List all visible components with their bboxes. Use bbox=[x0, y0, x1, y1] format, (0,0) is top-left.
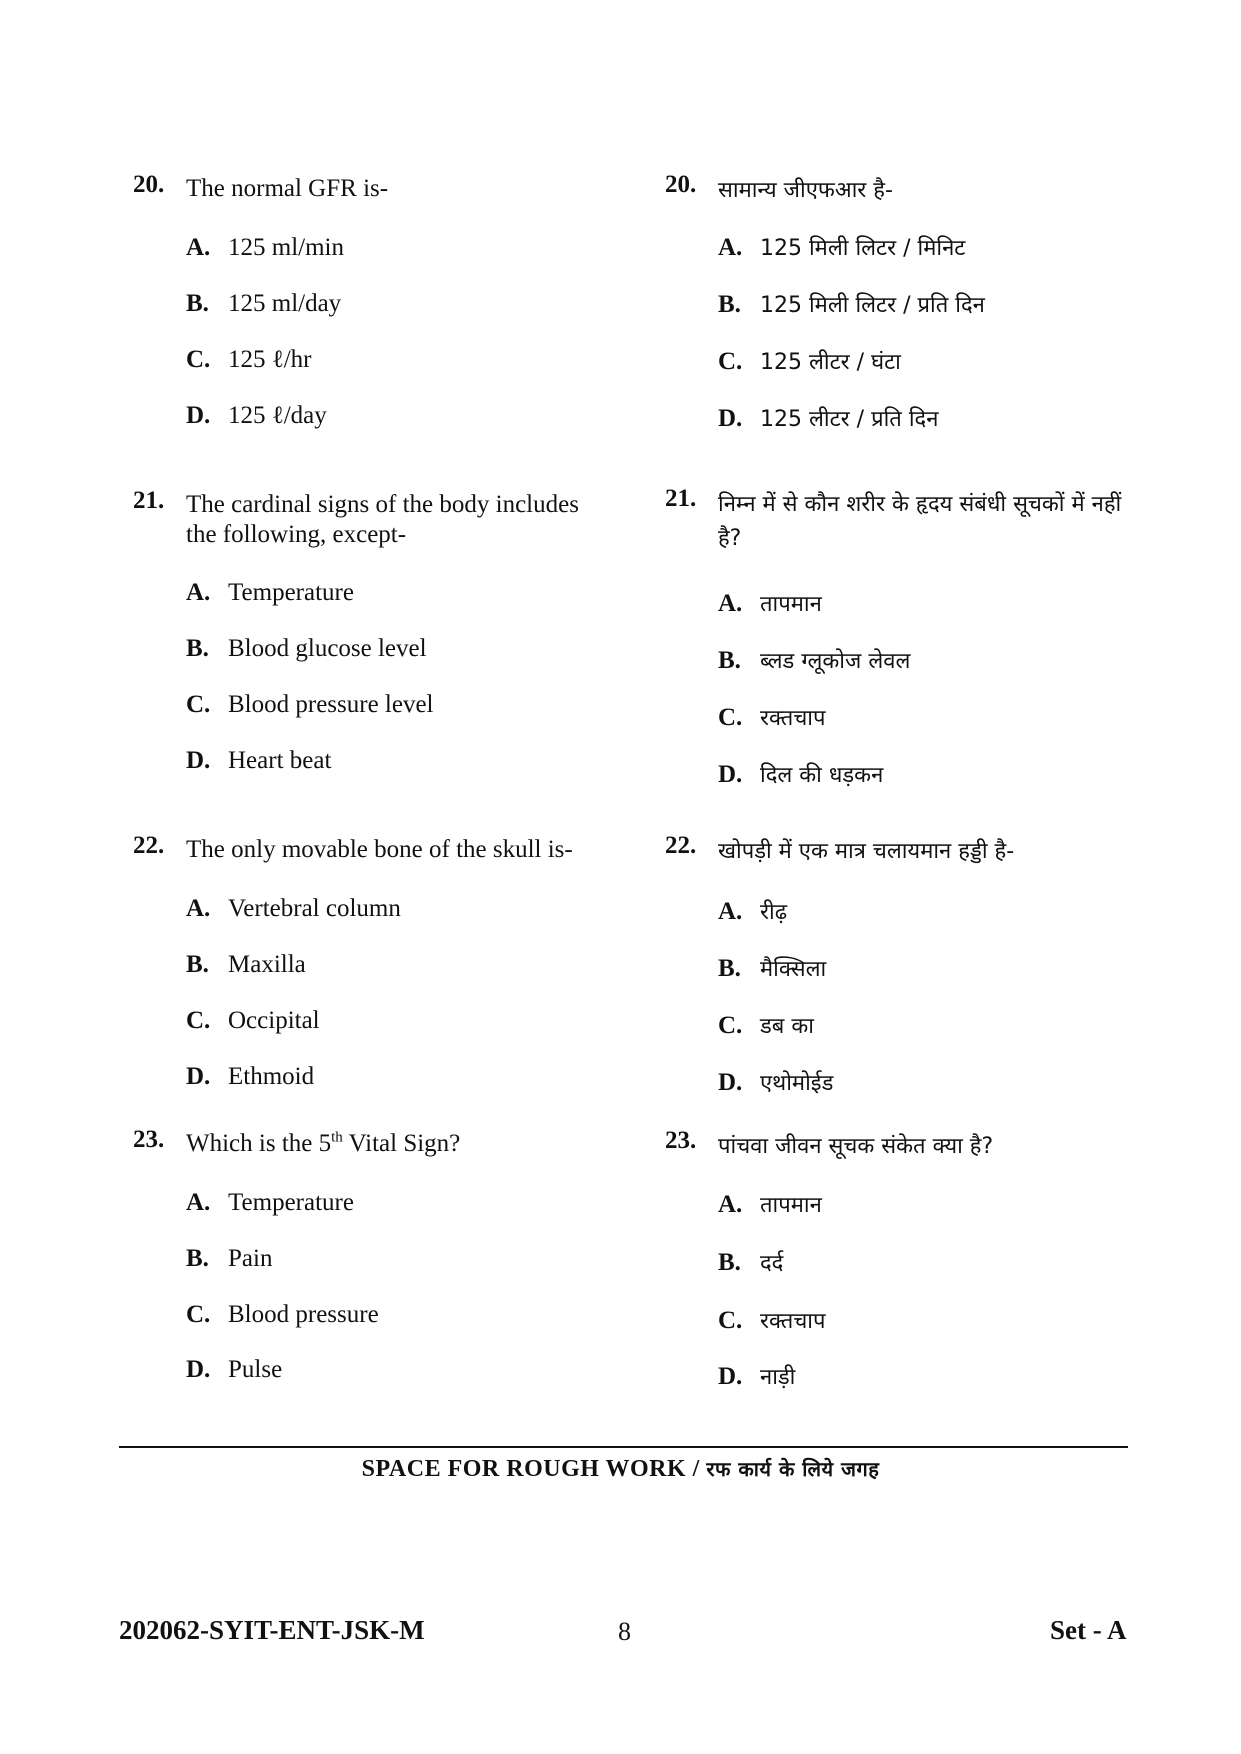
question-text: The only movable bone of the skull is- bbox=[186, 836, 573, 863]
option-label: D. bbox=[186, 1356, 211, 1383]
option-text: Pain bbox=[228, 1245, 273, 1272]
option-22c-hi bbox=[718, 1011, 814, 1042]
question-number: 22. bbox=[133, 832, 165, 859]
option-label: A. bbox=[186, 1189, 211, 1216]
option-20c-hi bbox=[718, 347, 901, 378]
option-22d-en bbox=[186, 1062, 314, 1092]
question-text-part: Vital Sign? bbox=[342, 1130, 461, 1157]
question-23-en bbox=[133, 1126, 603, 1159]
option-text: मैक्सिला bbox=[760, 957, 827, 982]
option-text: 125 मिली लिटर / मिनिट bbox=[760, 236, 966, 261]
option-text: 125 लीटर / प्रति दिन bbox=[760, 407, 939, 432]
question-text bbox=[186, 1129, 603, 1159]
option-text: नाड़ी bbox=[760, 1365, 796, 1390]
option-20a-en bbox=[186, 233, 344, 263]
option-text: Blood pressure level bbox=[228, 691, 434, 718]
option-23b-hi bbox=[718, 1248, 783, 1279]
question-text: The cardinal signs of the body includes the following, except- bbox=[186, 491, 579, 548]
option-text: 125 मिली लिटर / प्रति दिन bbox=[760, 293, 985, 318]
option-23b-en bbox=[186, 1244, 272, 1274]
rough-work-hindi: रफ कार्य के लिये जगह bbox=[706, 1457, 880, 1481]
option-label: D. bbox=[718, 1363, 743, 1390]
option-20c-en bbox=[186, 345, 312, 375]
option-label: B. bbox=[186, 290, 209, 317]
option-21a-en bbox=[186, 578, 354, 608]
option-text: दर्द bbox=[760, 1251, 784, 1276]
option-text: Ethmoid bbox=[228, 1063, 315, 1090]
question-number: 21. bbox=[133, 487, 165, 514]
option-20b-en bbox=[186, 289, 341, 319]
option-23a-hi bbox=[718, 1190, 822, 1221]
set-label: Set - A bbox=[1050, 1615, 1127, 1645]
question-number: 20. bbox=[665, 171, 697, 198]
question-number: 23. bbox=[133, 1126, 165, 1153]
option-23a-en bbox=[186, 1188, 354, 1218]
question-text: The normal GFR is- bbox=[186, 175, 389, 202]
option-label: B. bbox=[718, 647, 741, 674]
option-text: Blood glucose level bbox=[228, 635, 427, 662]
option-label: B. bbox=[186, 951, 209, 978]
option-label: A. bbox=[186, 579, 211, 606]
option-label: C. bbox=[718, 348, 743, 375]
question-21-en bbox=[133, 487, 603, 550]
option-text: एथोमोईड bbox=[760, 1071, 834, 1096]
option-23d-en bbox=[186, 1355, 282, 1385]
option-21c-en bbox=[186, 690, 434, 720]
option-22b-hi bbox=[718, 954, 826, 985]
option-label: D. bbox=[718, 761, 743, 788]
question-text: सामान्य जीएफआर है- bbox=[718, 178, 893, 203]
rough-work-heading bbox=[0, 1455, 1241, 1483]
option-text: Heart beat bbox=[228, 747, 332, 774]
question-20-hi bbox=[665, 171, 1135, 208]
option-label: A. bbox=[718, 234, 743, 261]
option-21a-hi bbox=[718, 589, 822, 620]
option-label: C. bbox=[186, 1301, 211, 1328]
option-text: रीढ़ bbox=[760, 900, 788, 925]
option-label: B. bbox=[718, 291, 741, 318]
question-20-en bbox=[133, 171, 603, 204]
option-label: C. bbox=[718, 1012, 743, 1039]
option-20d-hi bbox=[718, 404, 938, 435]
option-text: 125 ℓ/hr bbox=[228, 346, 312, 373]
option-text: तापमान bbox=[760, 592, 822, 617]
option-label: C. bbox=[718, 1307, 743, 1334]
option-21c-hi bbox=[718, 703, 826, 734]
option-text: Vertebral column bbox=[228, 895, 401, 922]
option-20a-hi bbox=[718, 233, 965, 264]
option-22d-hi bbox=[718, 1068, 833, 1099]
page-number: 8 bbox=[618, 1617, 631, 1646]
option-label: A. bbox=[186, 234, 211, 261]
question-21-hi bbox=[665, 485, 1135, 556]
question-number: 22. bbox=[665, 832, 697, 859]
option-20d-en bbox=[186, 401, 327, 431]
question-text: निम्न में से कौन शरीर के हृदय संबंधी सूचकों में नहीं है? bbox=[718, 492, 1122, 551]
option-label: A. bbox=[718, 590, 743, 617]
option-text: Pulse bbox=[228, 1356, 283, 1383]
option-label: D. bbox=[186, 1063, 211, 1090]
option-text: Blood pressure bbox=[228, 1301, 379, 1328]
option-text: Maxilla bbox=[228, 951, 306, 978]
option-23d-hi bbox=[718, 1362, 795, 1393]
option-label: C. bbox=[186, 691, 211, 718]
option-label: A. bbox=[718, 898, 743, 925]
option-label: D. bbox=[718, 405, 743, 432]
option-label: B. bbox=[718, 1249, 741, 1276]
option-20b-hi bbox=[718, 290, 985, 321]
question-number: 23. bbox=[665, 1127, 697, 1154]
option-label: B. bbox=[186, 635, 209, 662]
option-text: 125 लीटर / घंटा bbox=[760, 350, 901, 375]
option-text: ब्लड ग्लूकोज लेवल bbox=[760, 649, 911, 674]
option-22c-en bbox=[186, 1006, 320, 1036]
option-label: B. bbox=[186, 1245, 209, 1272]
option-23c-en bbox=[186, 1300, 379, 1330]
option-21d-en bbox=[186, 746, 331, 776]
option-text: तापमान bbox=[760, 1193, 822, 1218]
question-number: 21. bbox=[665, 485, 697, 512]
option-label: C. bbox=[186, 346, 211, 373]
option-label: A. bbox=[186, 895, 211, 922]
option-text: रक्तचाप bbox=[760, 706, 826, 731]
option-label: C. bbox=[186, 1007, 211, 1034]
question-22-hi bbox=[665, 832, 1135, 869]
option-text: 125 ml/min bbox=[228, 234, 344, 261]
question-text: खोपड़ी में एक मात्र चलायमान हड्डी है- bbox=[718, 839, 1015, 864]
option-22a-en bbox=[186, 894, 401, 924]
option-21b-en bbox=[186, 634, 427, 664]
option-22b-en bbox=[186, 950, 306, 980]
question-text: पांचवा जीवन सूचक संकेत क्या है? bbox=[718, 1134, 994, 1159]
option-text: दिल की धड़कन bbox=[760, 763, 884, 788]
question-23-hi bbox=[665, 1127, 1135, 1164]
option-text: 125 ml/day bbox=[228, 290, 342, 317]
option-21d-hi bbox=[718, 760, 883, 791]
option-label: D. bbox=[718, 1069, 743, 1096]
rough-work-divider bbox=[119, 1446, 1128, 1448]
option-21b-hi bbox=[718, 646, 910, 677]
option-text: रक्तचाप bbox=[760, 1309, 826, 1334]
option-text: Occipital bbox=[228, 1007, 320, 1034]
question-text-part: Which is the 5 bbox=[186, 1130, 332, 1157]
option-22a-hi bbox=[718, 897, 787, 928]
question-number: 20. bbox=[133, 171, 165, 198]
option-label: B. bbox=[718, 955, 741, 982]
option-label: D. bbox=[186, 747, 211, 774]
paper-code: 202062-SYIT-ENT-JSK-M bbox=[119, 1615, 425, 1645]
question-22-en bbox=[133, 832, 603, 865]
option-text: 125 ℓ/day bbox=[228, 402, 327, 429]
option-text: Temperature bbox=[228, 1189, 354, 1216]
option-text: Temperature bbox=[228, 579, 354, 606]
ordinal-superscript: th bbox=[331, 1129, 343, 1146]
option-label: A. bbox=[718, 1191, 743, 1218]
rough-work-english: SPACE FOR ROUGH WORK / bbox=[361, 1456, 707, 1482]
option-23c-hi bbox=[718, 1306, 826, 1337]
option-text: डब का bbox=[760, 1014, 814, 1039]
option-label: C. bbox=[718, 704, 743, 731]
option-label: D. bbox=[186, 402, 211, 429]
